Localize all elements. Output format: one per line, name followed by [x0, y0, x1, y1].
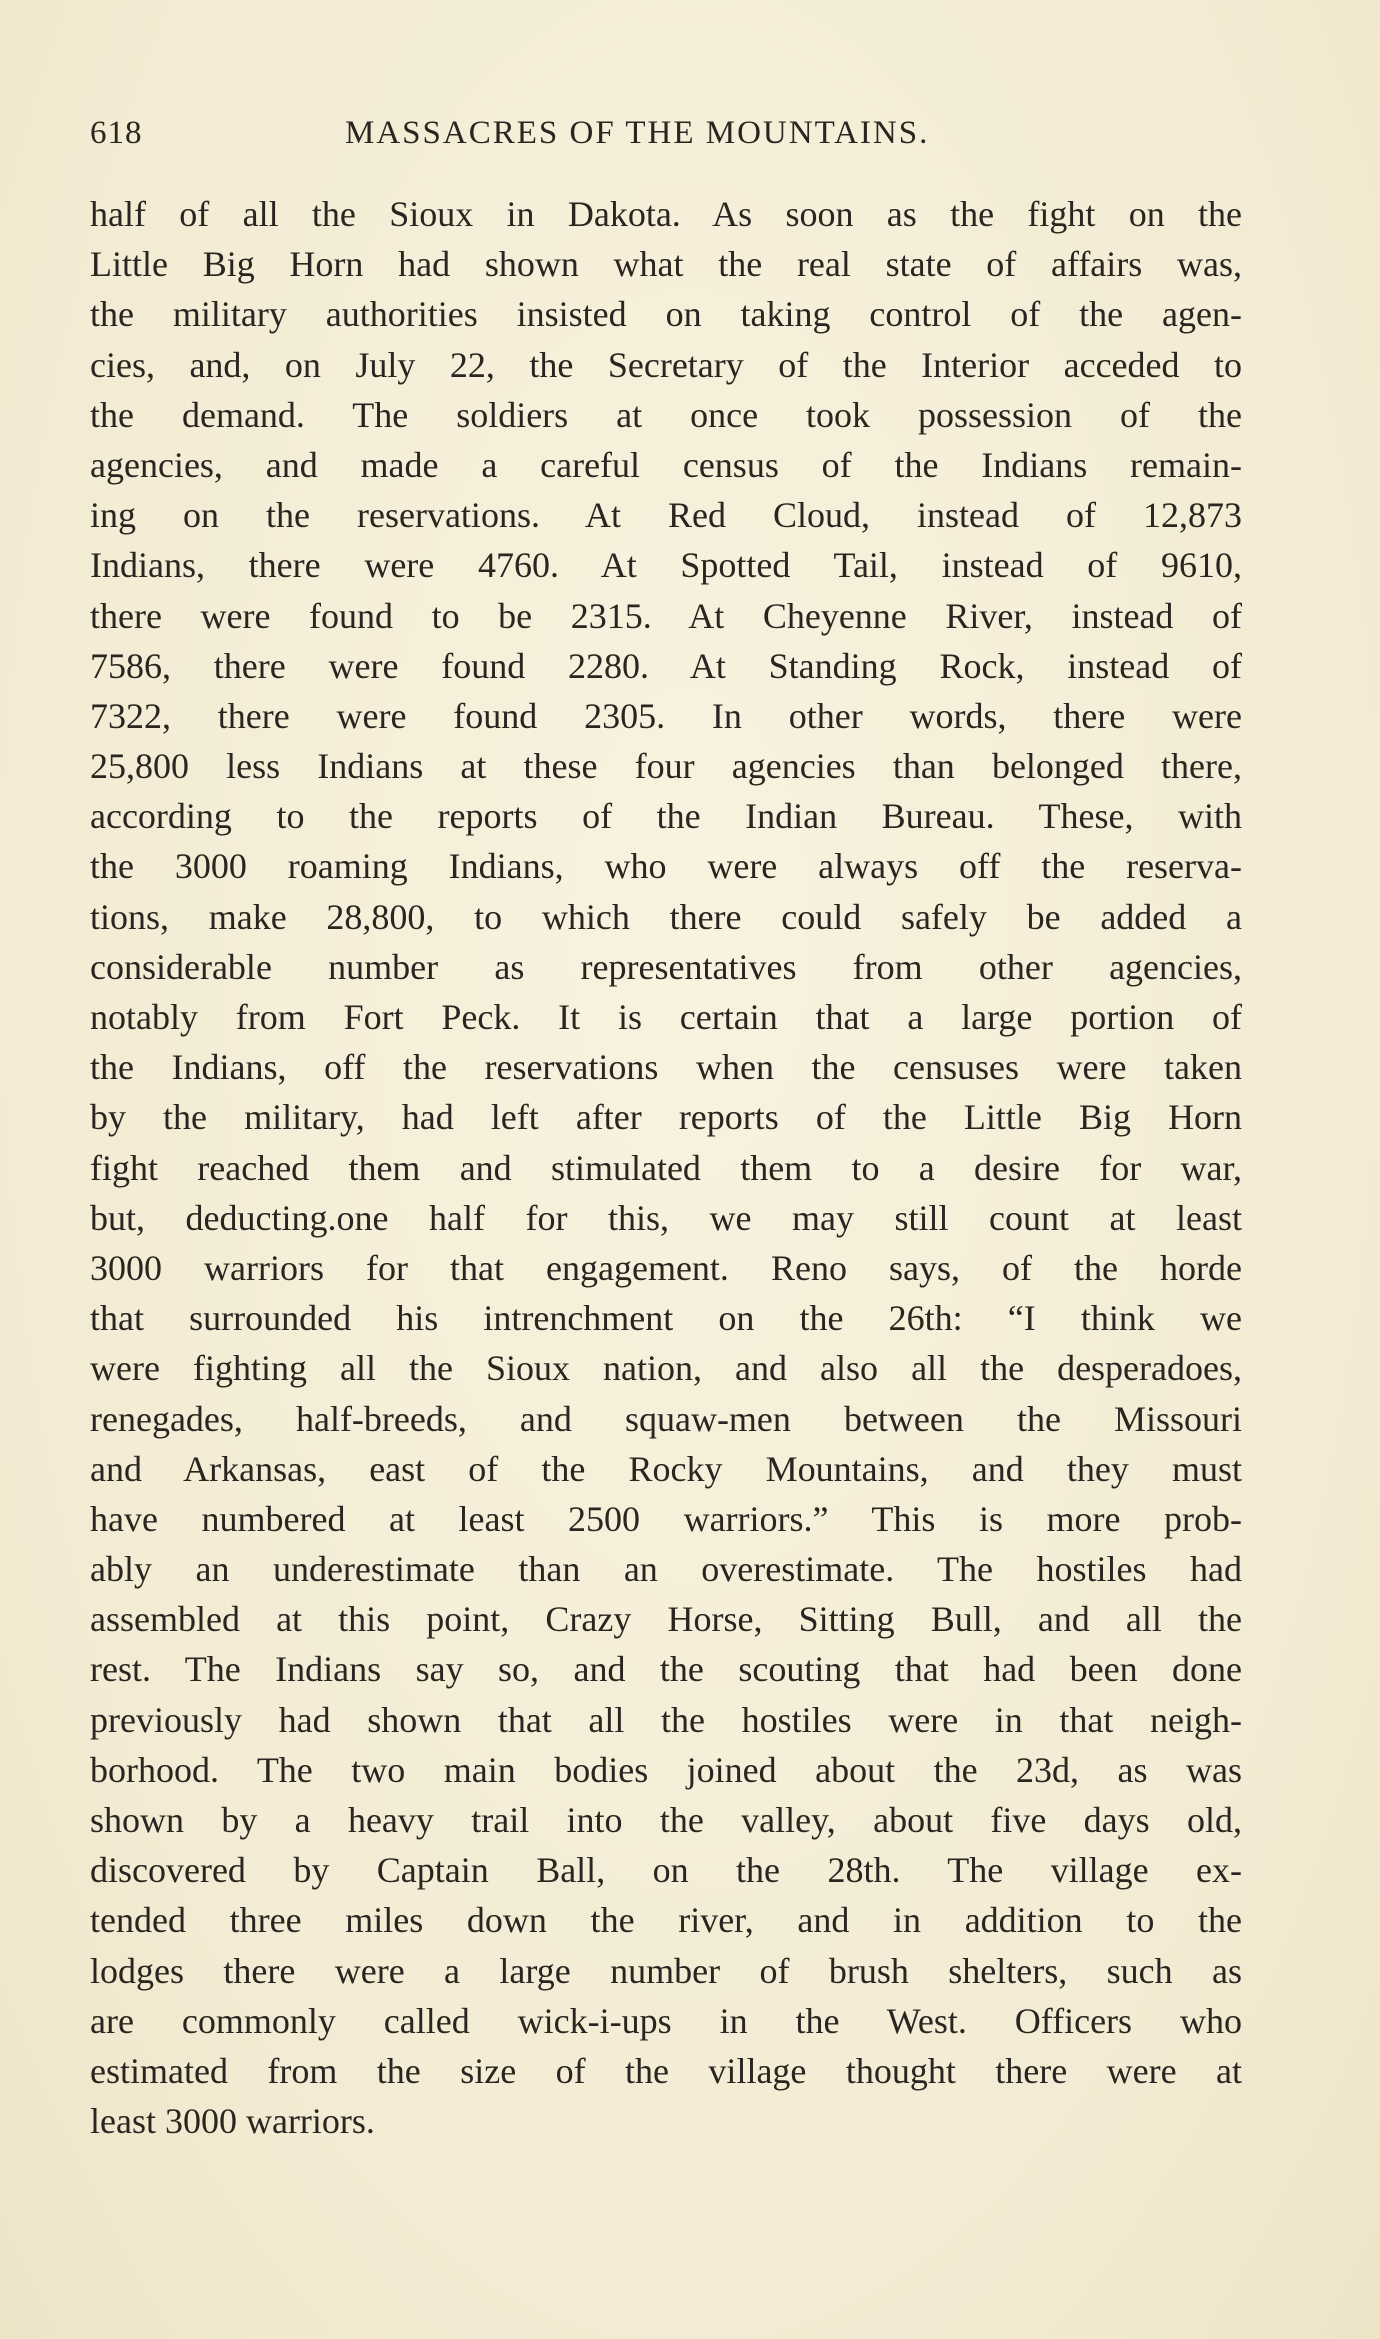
text-line: the 3000 roaming Indians, who were always off the reserva- [90, 846, 1242, 887]
text-line: but, deducting.one half for this, we may still count at least [90, 1197, 1242, 1238]
text-line: were fighting all the Sioux nation, and also all the desperadoes, [90, 1348, 1242, 1389]
text-line: half of all the Sioux in Dakota. As soon as the fight on the [90, 194, 1242, 234]
text-line: notably from Fort Peck. It is certain that a large portion of [90, 997, 1242, 1037]
text-line: considerable number as representatives from other agencies, [90, 946, 1242, 987]
text-line: estimated from the size of the village thought there were at [90, 2050, 1242, 2091]
text-line: ably an underestimate than an overestimate. The hostiles had [90, 1549, 1242, 1590]
text-line: Indians, there were 4760. At Spotted Tail, instead of 9610, [90, 545, 1242, 586]
text-line: previously had shown that all the hostiles were in that neigh- [90, 1699, 1242, 1740]
text-line: by the military, had left after reports of the Little Big Horn [90, 1097, 1242, 1138]
running-head: MASSACRES OF THE MOUNTAINS. [345, 115, 930, 151]
text-line: the demand. The soldiers at once took possession of the [90, 394, 1242, 435]
text-line: cies, and, on July 22, the Secretary of the Interior acceded to [90, 344, 1242, 385]
text-line: Little Big Horn had shown what the real state of affairs was, [90, 244, 1242, 285]
text-line: 25,800 less Indians at these four agencies than belonged there, [90, 746, 1242, 787]
text-line: fight reached them and stimulated them to a desire for war, [90, 1147, 1242, 1188]
text-line: have numbered at least 2500 warriors.” This is more prob- [90, 1498, 1242, 1539]
text-line: least 3000 warriors. [90, 2101, 375, 2142]
text-line: there were found to be 2315. At Cheyenne River, instead of [90, 595, 1242, 636]
text-line: tended three miles down the river, and in addition to the [90, 1900, 1242, 1941]
text-line: agencies, and made a careful census of the Indians remain- [90, 444, 1242, 485]
text-line: assembled at this point, Crazy Horse, Sitting Bull, and all the [90, 1599, 1242, 1640]
text-line: 7322, there were found 2305. In other words, there were [90, 695, 1242, 736]
text-line: ing on the reservations. At Red Cloud, instead of 12,873 [90, 495, 1242, 536]
text-line: 7586, there were found 2280. At Standing Rock, instead of [90, 645, 1242, 686]
text-line: the Indians, off the reservations when the censuses were taken [90, 1047, 1242, 1088]
text-line: tions, make 28,800, to which there could safely be added a [90, 896, 1242, 937]
text-line: rest. The Indians say so, and the scouting that had been done [90, 1649, 1242, 1690]
text-line: renegades, half-breeds, and squaw-men between the Missouri [90, 1398, 1242, 1439]
text-line: 3000 warriors for that engagement. Reno says, of the horde [90, 1247, 1242, 1288]
text-line: that surrounded his intrenchment on the 26th: “I think we [90, 1298, 1242, 1339]
text-line: shown by a heavy trail into the valley, about five days old, [90, 1800, 1242, 1840]
text-line: according to the reports of the Indian Bureau. These, with [90, 796, 1242, 837]
text-line: the military authorities insisted on taking control of the agen- [90, 294, 1242, 335]
text-line: and Arkansas, east of the Rocky Mountains, and they must [90, 1448, 1242, 1489]
page-header [90, 115, 1250, 165]
text-line: lodges there were a large number of brush shelters, such as [90, 1950, 1242, 1991]
text-line: borhood. The two main bodies joined about the 23d, as was [90, 1749, 1242, 1790]
text-line: discovered by Captain Ball, on the 28th. The village ex- [90, 1850, 1242, 1891]
text-line: are commonly called wick-i-ups in the West. Officers who [90, 2000, 1242, 2041]
body-paragraph [90, 189, 1242, 2146]
page-number: 618 [90, 115, 143, 151]
